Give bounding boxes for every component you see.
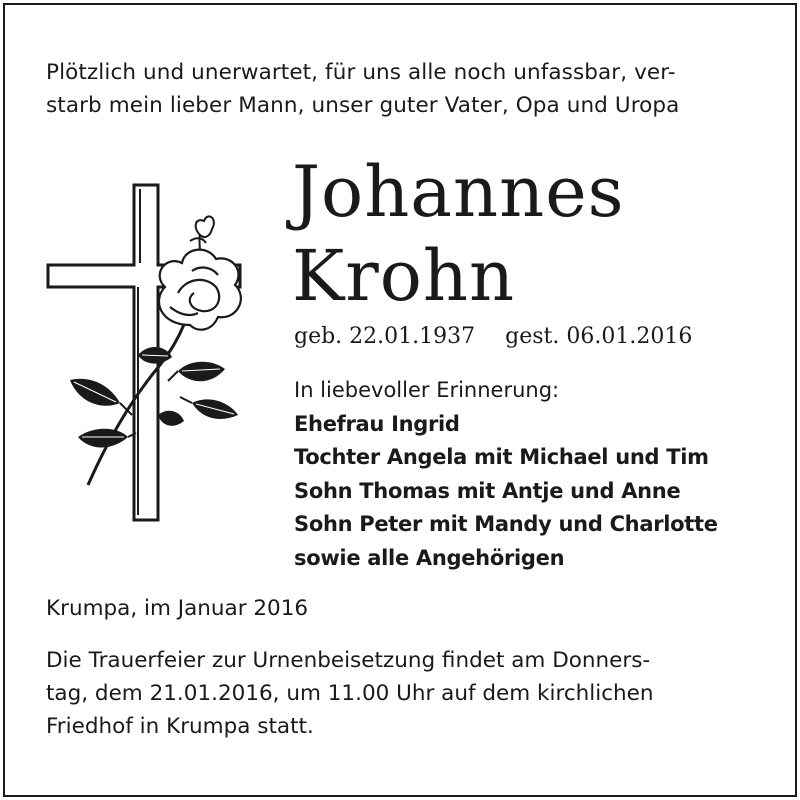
mourner-line: Tochter Angela mit Michael und Tim <box>294 445 709 469</box>
cross-with-rose-icon <box>40 175 250 529</box>
death-date: gest. 06.01.2016 <box>505 324 693 349</box>
last-name: Krohn <box>292 235 516 317</box>
mourner-line: sowie alle Angehörigen <box>294 545 565 570</box>
intro-line: Plötzlich und unerwartet, für uns alle noch unfassbar, ver- <box>46 60 676 85</box>
mourners-lead: In liebevoller Erinnerung: <box>294 378 560 402</box>
mourner-line: Sohn Peter mit Mandy und Charlotte <box>294 512 718 536</box>
life-dates <box>294 322 692 352</box>
ceremony-line: Die Trauerfeier zur Urnenbeisetzung findet am Donners- <box>46 648 651 673</box>
place-date: Krumpa, im Januar 2016 <box>46 596 309 621</box>
intro-text <box>46 56 766 122</box>
mourners-block <box>294 374 718 575</box>
first-name: Johannes <box>292 151 625 233</box>
mourner-line: Sohn Thomas mit Antje und Anne <box>294 478 681 503</box>
deceased-name <box>292 150 625 318</box>
birth-date: geb. 22.01.1937 <box>294 324 476 349</box>
ceremony-line: Friedhof in Krumpa statt. <box>46 714 314 739</box>
ceremony-line: tag, dem 21.01.2016, um 11.00 Uhr auf dem kirchlichen <box>46 681 654 706</box>
ceremony-text <box>46 644 766 743</box>
mourner-line: Ehefrau Ingrid <box>294 411 460 436</box>
intro-line: starb mein lieber Mann, unser guter Vater, Opa und Uropa <box>46 93 680 118</box>
